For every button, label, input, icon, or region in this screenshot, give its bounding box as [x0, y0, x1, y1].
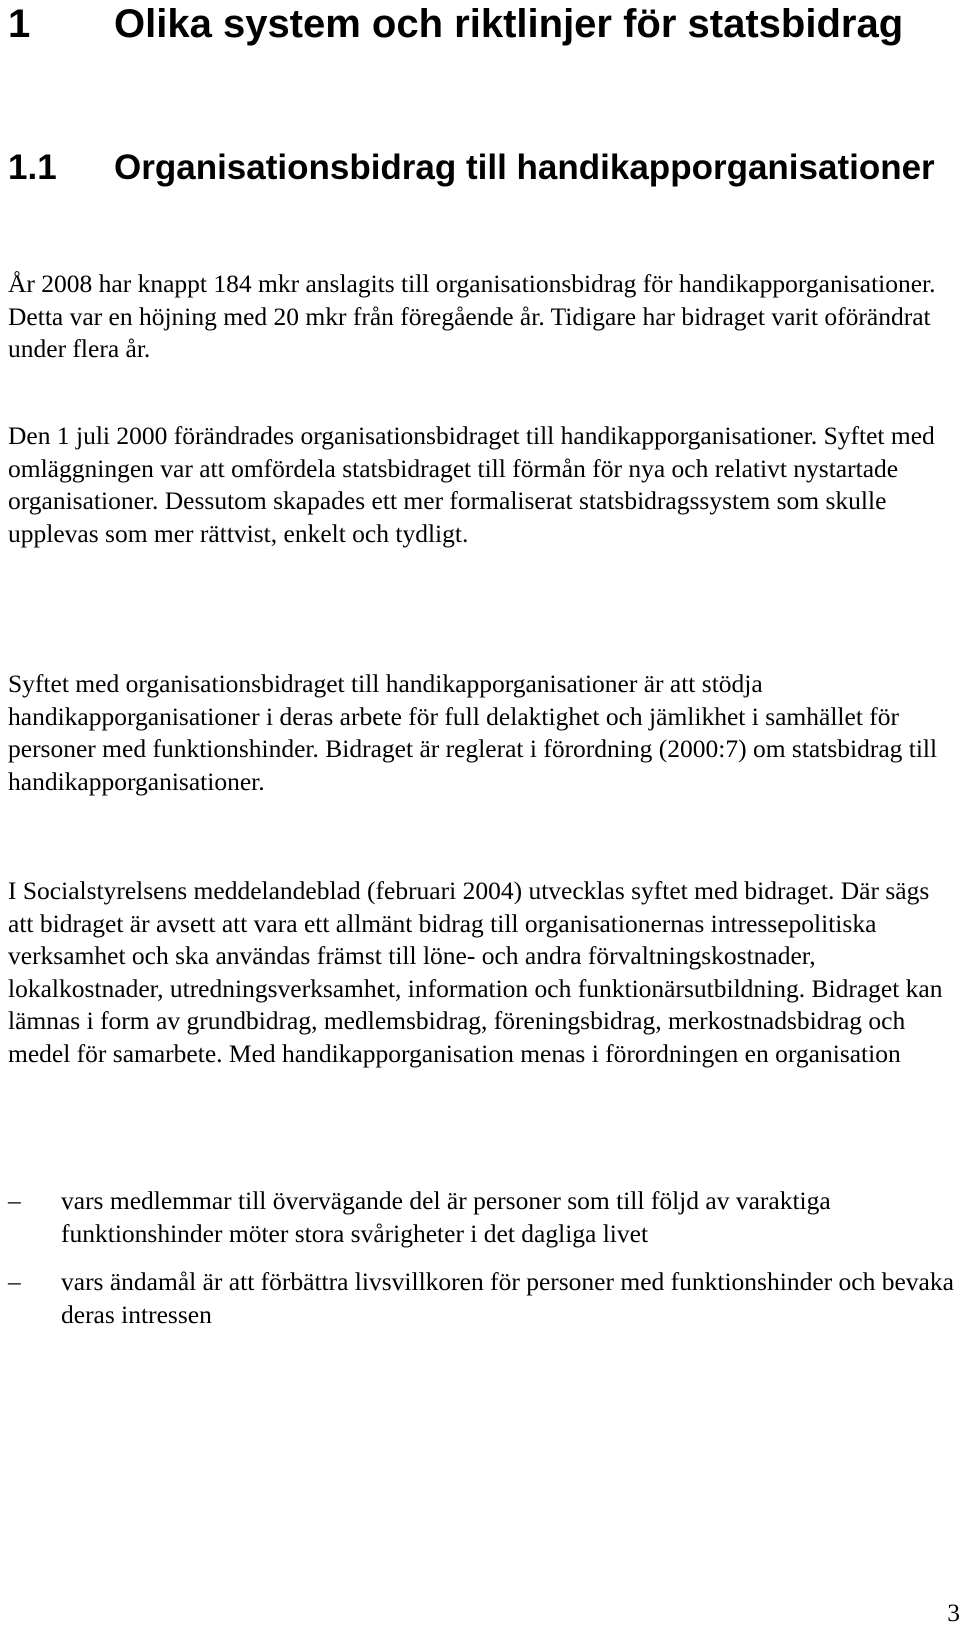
section-number: 1.1: [8, 148, 57, 187]
section-heading: [8, 145, 948, 191]
paragraph-reform: Den 1 juli 2000 förändrades organisationsbidraget till handikapporganisationer. Syftet med omläggningen var att omfördela statsbidraget till förmån för nya och relativt nystartade organisationer. Dessutom skapades ett mer formaliserat statsbidragssystem som skulle upplevas som mer rättvist, enkelt och tydligt.: [8, 421, 935, 548]
chapter-heading: [8, 0, 948, 49]
paragraph-budget: År 2008 har knappt 184 mkr anslagits till organisationsbidrag för handikapporganisationer. Detta var en höjning med 20 mkr från föregående år. Tidigare har bidraget varit oförändrat under flera år.: [8, 269, 936, 363]
section-title: Organisationsbidrag till handikapporganisationer: [114, 148, 935, 187]
chapter-title: Olika system och riktlinjer för statsbidrag: [114, 2, 904, 46]
criteria-list: [8, 1185, 960, 1347]
dash-marker: –: [8, 1267, 21, 1296]
list-item-text: vars medlemmar till övervägande del är personer som till följd av varaktiga funktionshinder möter stora svårigheter i det dagliga livet: [61, 1186, 831, 1248]
paragraph-guidelines: I Socialstyrelsens meddelandeblad (februari 2004) utvecklas syftet med bidraget. Där sägs att bidraget är avsett att vara ett allmänt bidrag till organisationernas intressepolitiska verksamhet och ska användas främst till löne- och andra förvaltningskostnader, lokalkostnader, utredningsverksamhet, information och funktionärsutbildning. Bidraget kan lämnas i form av grundbidrag, medlemsbidrag, föreningsbidrag, merkostnadsbidrag och medel för samarbete. Med handikapporganisation menas i förordningen en organisation: [8, 876, 943, 1068]
list-item: [8, 1185, 960, 1250]
page-number: 3: [947, 1598, 960, 1627]
dash-marker: –: [8, 1186, 21, 1215]
list-item: [8, 1266, 960, 1331]
paragraph-purpose: Syftet med organisationsbidraget till handikapporganisationer är att stödja handikapporganisationer i deras arbete för full delaktighet och jämlikhet i samhället för personer med funktionshinder. Bidraget är reglerat i förordning (2000:7) om statsbidrag till handikapporganisationer.: [8, 669, 938, 796]
list-item-text: vars ändamål är att förbättra livsvillkoren för personer med funktionshinder och bevaka deras intressen: [61, 1267, 954, 1329]
chapter-number: 1: [8, 2, 31, 46]
